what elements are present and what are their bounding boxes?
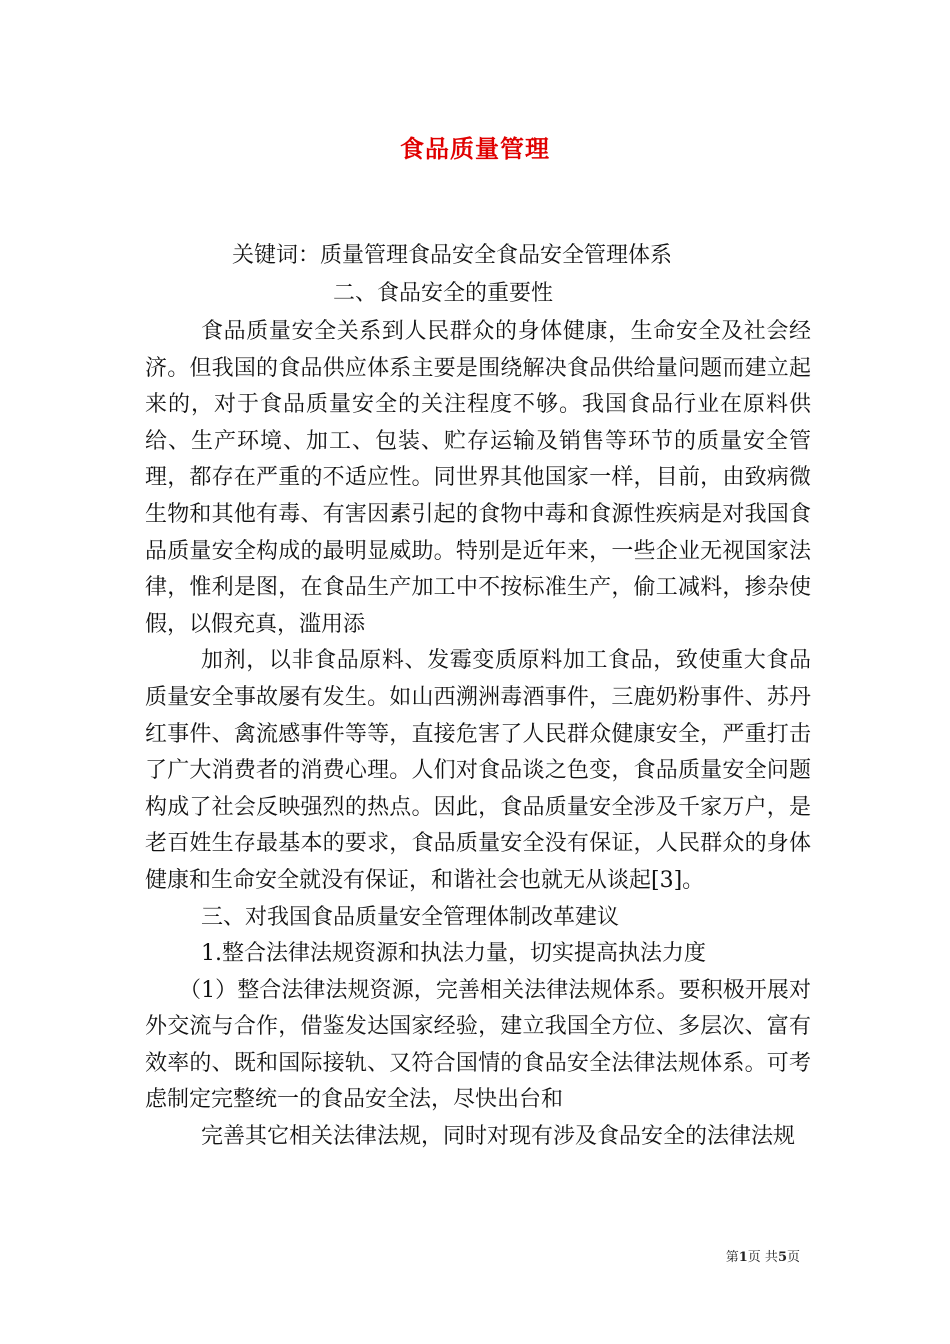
section-heading-2: 二、食品安全的重要性: [333, 281, 554, 306]
subsection-heading-1: 1.整合法律法规资源和执法力量，切实提高执法力度: [201, 941, 706, 967]
footer-current-page: 1: [738, 1250, 748, 1265]
paragraph-2: 加剂，以非食品原料、发霉变质原料加工食品，致使重大食品质量安全事故屡有发生。如山西溯洲毒酒事件，三鹿奶粉事件、苏丹红事件、禽流感事件等等，直接危害了人民群众健康安全，严重打击了广大消费者的消费心理。人们对食品谈之色变，食品质量安全问题构成了社会反映强烈的热点。因此，食品质量安全涉及千家万户，是老百姓生存最基本的要求，食品质量安全没有保证，人民群众的身体健康和生命安全就没有保证，和谐社会也就无从谈起[3]。: [145, 648, 811, 893]
footer-middle: 页 共: [747, 1250, 778, 1265]
section-heading-3: 三、对我国食品质量安全管理体制改革建议: [201, 904, 620, 930]
keywords-line: 关键词：质量管理食品安全食品安全管理体系: [232, 243, 673, 268]
page-number-footer: [726, 1249, 800, 1267]
paragraph-4: 完善其它相关法律法规，同时对现有涉及食品安全的法律法规: [201, 1124, 796, 1150]
body-text: [145, 314, 811, 1156]
document-title: 食品质量管理: [400, 134, 550, 163]
paragraph-1: 食品质量安全关系到人民群众的身体健康，生命安全及社会经济。但我国的食品供应体系主要是围绕解决食品供给量问题而建立起来的，对于食品质量安全的关注程度不够。我国食品行业在原料供给、生产环境、加工、包装、贮存运输及销售等环节的质量安全管理，都存在严重的不适应性。同世界其他国家一样，目前，由致病微生物和其他有毒、有害因素引起的食物中毒和食源性疾病是对我国食品质量安全构成的最明显威助。特别是近年来，一些企业无视国家法律，惟利是图，在食品生产加工中不按标准生产，偷工减料，掺杂使假，以假充真，滥用添: [145, 319, 811, 637]
paragraph-3: （1）整合法律法规资源，完善相关法律法规体系。要积极开展对外交流与合作，借鉴发达国家经验，建立我国全方位、多层次、富有效率的、既和国际接轨、又符合国情的食品安全法律法规体系。可考虑制定完整统一的食品安全法，尽快出台和: [145, 977, 811, 1113]
footer-prefix: 第: [725, 1250, 739, 1265]
footer-suffix: 页: [786, 1250, 800, 1265]
footer-total-pages: 5: [777, 1250, 787, 1265]
